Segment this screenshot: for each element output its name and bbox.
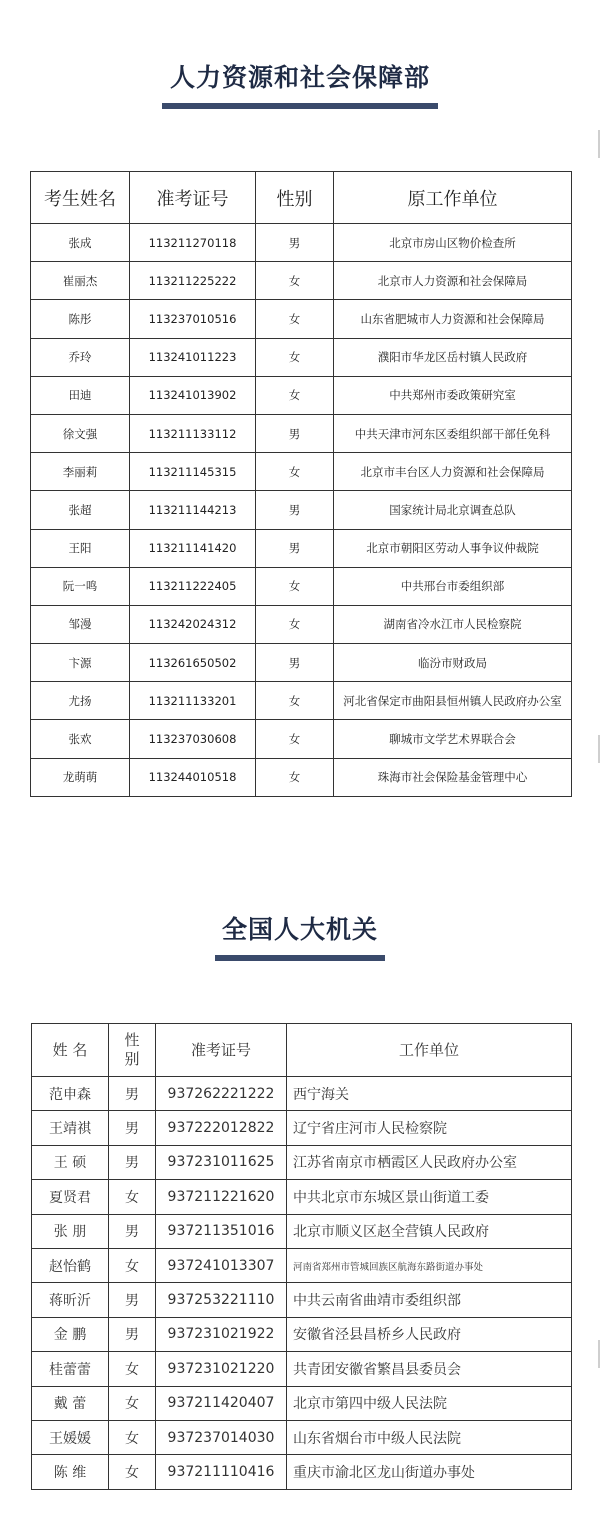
cell-work-unit: 国家统计局北京调查总队 bbox=[334, 491, 572, 529]
cell-gender: 女 bbox=[256, 453, 334, 491]
cell-work-unit: 共青团安徽省繁昌县委员会 bbox=[287, 1352, 572, 1386]
cell-exam-id: 113244010518 bbox=[130, 758, 256, 796]
cell-gender: 女 bbox=[109, 1180, 156, 1214]
cell-work-unit: 辽宁省庄河市人民检察院 bbox=[287, 1111, 572, 1145]
cell-gender: 男 bbox=[256, 491, 334, 529]
cell-gender: 女 bbox=[256, 567, 334, 605]
table-row bbox=[32, 1386, 572, 1420]
cell-gender: 女 bbox=[109, 1386, 156, 1420]
cell-exam-id: 937262221222 bbox=[156, 1077, 287, 1111]
cell-gender: 男 bbox=[109, 1214, 156, 1248]
cell-work-unit: 江苏省南京市栖霞区人民政府办公室 bbox=[287, 1145, 572, 1179]
cell-name: 张 朋 bbox=[32, 1214, 109, 1248]
cell-exam-id: 113211133112 bbox=[130, 414, 256, 452]
cell-work-unit: 山东省肥城市人力资源和社会保障局 bbox=[334, 300, 572, 338]
cell-work-unit: 北京市房山区物价检查所 bbox=[334, 224, 572, 262]
cell-exam-id: 113211270118 bbox=[130, 224, 256, 262]
cell-exam-id: 937253221110 bbox=[156, 1283, 287, 1317]
cell-exam-id: 113237010516 bbox=[130, 300, 256, 338]
cell-exam-id: 937211221620 bbox=[156, 1180, 287, 1214]
table-row bbox=[32, 1145, 572, 1179]
cell-gender: 男 bbox=[109, 1145, 156, 1179]
cell-work-unit: 湖南省冷水江市人民检察院 bbox=[334, 605, 572, 643]
cell-work-unit: 中共郑州市委政策研究室 bbox=[334, 376, 572, 414]
cell-exam-id: 937222012822 bbox=[156, 1111, 287, 1145]
cell-work-unit: 安徽省泾县昌桥乡人民政府 bbox=[287, 1317, 572, 1351]
cell-exam-id: 937241013307 bbox=[156, 1248, 287, 1282]
cell-exam-id: 937231021922 bbox=[156, 1317, 287, 1351]
cell-exam-id: 113261650502 bbox=[130, 644, 256, 682]
table-row bbox=[31, 567, 572, 605]
cell-work-unit: 珠海市社会保险基金管理中心 bbox=[334, 758, 572, 796]
table-row bbox=[32, 1420, 572, 1454]
cell-exam-id: 937231021220 bbox=[156, 1352, 287, 1386]
cell-name: 陈 维 bbox=[32, 1455, 109, 1489]
cell-name: 邹漫 bbox=[31, 605, 130, 643]
cell-name: 阮一鸣 bbox=[31, 567, 130, 605]
table-row bbox=[31, 720, 572, 758]
cell-name: 金 鹏 bbox=[32, 1317, 109, 1351]
cell-work-unit: 河南省郑州市管城回族区航海东路街道办事处 bbox=[287, 1248, 572, 1282]
cell-gender: 女 bbox=[256, 376, 334, 414]
cell-name: 王阳 bbox=[31, 529, 130, 567]
cell-name: 夏贤君 bbox=[32, 1180, 109, 1214]
cell-name: 崔丽杰 bbox=[31, 262, 130, 300]
cell-exam-id: 113242024312 bbox=[130, 605, 256, 643]
title-underline bbox=[162, 103, 438, 109]
cell-exam-id: 937211420407 bbox=[156, 1386, 287, 1420]
table-row bbox=[31, 376, 572, 414]
cell-exam-id: 113211225222 bbox=[130, 262, 256, 300]
table-row bbox=[32, 1455, 572, 1489]
cell-name: 卞源 bbox=[31, 644, 130, 682]
cell-gender: 女 bbox=[256, 720, 334, 758]
title-underline bbox=[215, 955, 385, 961]
header-name: 姓 名 bbox=[32, 1024, 109, 1077]
cell-work-unit: 西宁海关 bbox=[287, 1077, 572, 1111]
mohrss-table bbox=[30, 171, 572, 797]
table-row bbox=[32, 1352, 572, 1386]
cell-gender: 女 bbox=[109, 1420, 156, 1454]
cell-gender: 女 bbox=[256, 262, 334, 300]
cell-exam-id: 113211144213 bbox=[130, 491, 256, 529]
section-title-npc: 全国人大机关 bbox=[221, 915, 378, 944]
cell-work-unit: 重庆市渝北区龙山街道办事处 bbox=[287, 1455, 572, 1489]
cell-gender: 女 bbox=[109, 1248, 156, 1282]
cell-work-unit: 中共邢台市委组织部 bbox=[334, 567, 572, 605]
cell-gender: 男 bbox=[109, 1317, 156, 1351]
npc-table bbox=[31, 1023, 572, 1490]
table-row bbox=[31, 224, 572, 262]
cell-work-unit: 聊城市文学艺术界联合会 bbox=[334, 720, 572, 758]
table-row bbox=[32, 1214, 572, 1248]
cell-work-unit: 中共云南省曲靖市委组织部 bbox=[287, 1283, 572, 1317]
cell-exam-id: 113211145315 bbox=[130, 453, 256, 491]
cell-exam-id: 113211222405 bbox=[130, 567, 256, 605]
cell-work-unit: 北京市第四中级人民法院 bbox=[287, 1386, 572, 1420]
cell-name: 张成 bbox=[31, 224, 130, 262]
cell-work-unit: 濮阳市华龙区岳村镇人民政府 bbox=[334, 338, 572, 376]
cell-gender: 女 bbox=[109, 1352, 156, 1386]
cell-name: 张欢 bbox=[31, 720, 130, 758]
table-row bbox=[31, 300, 572, 338]
cell-gender: 男 bbox=[256, 414, 334, 452]
table-row bbox=[31, 605, 572, 643]
cell-gender: 女 bbox=[256, 338, 334, 376]
cell-name: 桂蕾蕾 bbox=[32, 1352, 109, 1386]
cell-gender: 女 bbox=[109, 1455, 156, 1489]
table-row bbox=[31, 414, 572, 452]
table-row bbox=[32, 1248, 572, 1282]
table-row bbox=[32, 1111, 572, 1145]
table-row bbox=[31, 758, 572, 796]
cell-exam-id: 937237014030 bbox=[156, 1420, 287, 1454]
cell-name: 尤扬 bbox=[31, 682, 130, 720]
table-row bbox=[31, 262, 572, 300]
cell-name: 乔玲 bbox=[31, 338, 130, 376]
cell-gender: 男 bbox=[109, 1283, 156, 1317]
table-row bbox=[32, 1180, 572, 1214]
table-row bbox=[32, 1283, 572, 1317]
cell-gender: 男 bbox=[256, 529, 334, 567]
cell-name: 蒋昕沂 bbox=[32, 1283, 109, 1317]
section-title-mohrss: 人力资源和社会保障部 bbox=[169, 63, 430, 92]
cell-gender: 男 bbox=[256, 644, 334, 682]
cell-name: 戴 蕾 bbox=[32, 1386, 109, 1420]
cell-exam-id: 113211141420 bbox=[130, 529, 256, 567]
cell-gender: 女 bbox=[256, 605, 334, 643]
table-header-row bbox=[32, 1024, 572, 1077]
header-gender: 性别 bbox=[109, 1024, 156, 1077]
cell-exam-id: 937211351016 bbox=[156, 1214, 287, 1248]
header-work-unit: 原工作单位 bbox=[334, 172, 572, 224]
cell-exam-id: 113211133201 bbox=[130, 682, 256, 720]
cell-gender: 男 bbox=[256, 224, 334, 262]
table-header-row bbox=[31, 172, 572, 224]
cell-name: 王靖祺 bbox=[32, 1111, 109, 1145]
cell-work-unit: 北京市朝阳区劳动人事争议仲裁院 bbox=[334, 529, 572, 567]
cell-work-unit: 中共北京市东城区景山街道工委 bbox=[287, 1180, 572, 1214]
cell-gender: 女 bbox=[256, 758, 334, 796]
cell-work-unit: 北京市人力资源和社会保障局 bbox=[334, 262, 572, 300]
cell-gender: 男 bbox=[109, 1077, 156, 1111]
cell-work-unit: 河北省保定市曲阳县恒州镇人民政府办公室 bbox=[334, 682, 572, 720]
table-row bbox=[31, 338, 572, 376]
table-row bbox=[31, 529, 572, 567]
cell-exam-id: 113237030608 bbox=[130, 720, 256, 758]
cell-name: 王媛媛 bbox=[32, 1420, 109, 1454]
table-row bbox=[31, 682, 572, 720]
cell-name: 张超 bbox=[31, 491, 130, 529]
cell-name: 王 硕 bbox=[32, 1145, 109, 1179]
cell-name: 李丽莉 bbox=[31, 453, 130, 491]
cell-name: 田迪 bbox=[31, 376, 130, 414]
cell-name: 范申森 bbox=[32, 1077, 109, 1111]
cell-name: 陈彤 bbox=[31, 300, 130, 338]
cell-gender: 女 bbox=[256, 682, 334, 720]
cell-work-unit: 中共天津市河东区委组织部干部任免科 bbox=[334, 414, 572, 452]
cell-work-unit: 临汾市财政局 bbox=[334, 644, 572, 682]
header-gender: 性别 bbox=[256, 172, 334, 224]
cell-work-unit: 北京市丰台区人力资源和社会保障局 bbox=[334, 453, 572, 491]
header-exam-id: 准考证号 bbox=[156, 1024, 287, 1077]
cell-exam-id: 937231011625 bbox=[156, 1145, 287, 1179]
cell-gender: 男 bbox=[109, 1111, 156, 1145]
table-row bbox=[31, 491, 572, 529]
table-row bbox=[31, 644, 572, 682]
cell-exam-id: 937211110416 bbox=[156, 1455, 287, 1489]
cell-work-unit: 山东省烟台市中级人民法院 bbox=[287, 1420, 572, 1454]
table-row bbox=[32, 1317, 572, 1351]
table-row bbox=[32, 1077, 572, 1111]
cell-name: 徐文强 bbox=[31, 414, 130, 452]
table-row bbox=[31, 453, 572, 491]
cell-gender: 女 bbox=[256, 300, 334, 338]
cell-exam-id: 113241011223 bbox=[130, 338, 256, 376]
header-work-unit: 工作单位 bbox=[287, 1024, 572, 1077]
header-exam-id: 准考证号 bbox=[130, 172, 256, 224]
header-name: 考生姓名 bbox=[31, 172, 130, 224]
cell-exam-id: 113241013902 bbox=[130, 376, 256, 414]
cell-name: 赵怡鹤 bbox=[32, 1248, 109, 1282]
cell-name: 龙萌萌 bbox=[31, 758, 130, 796]
cell-work-unit: 北京市顺义区赵全营镇人民政府 bbox=[287, 1214, 572, 1248]
